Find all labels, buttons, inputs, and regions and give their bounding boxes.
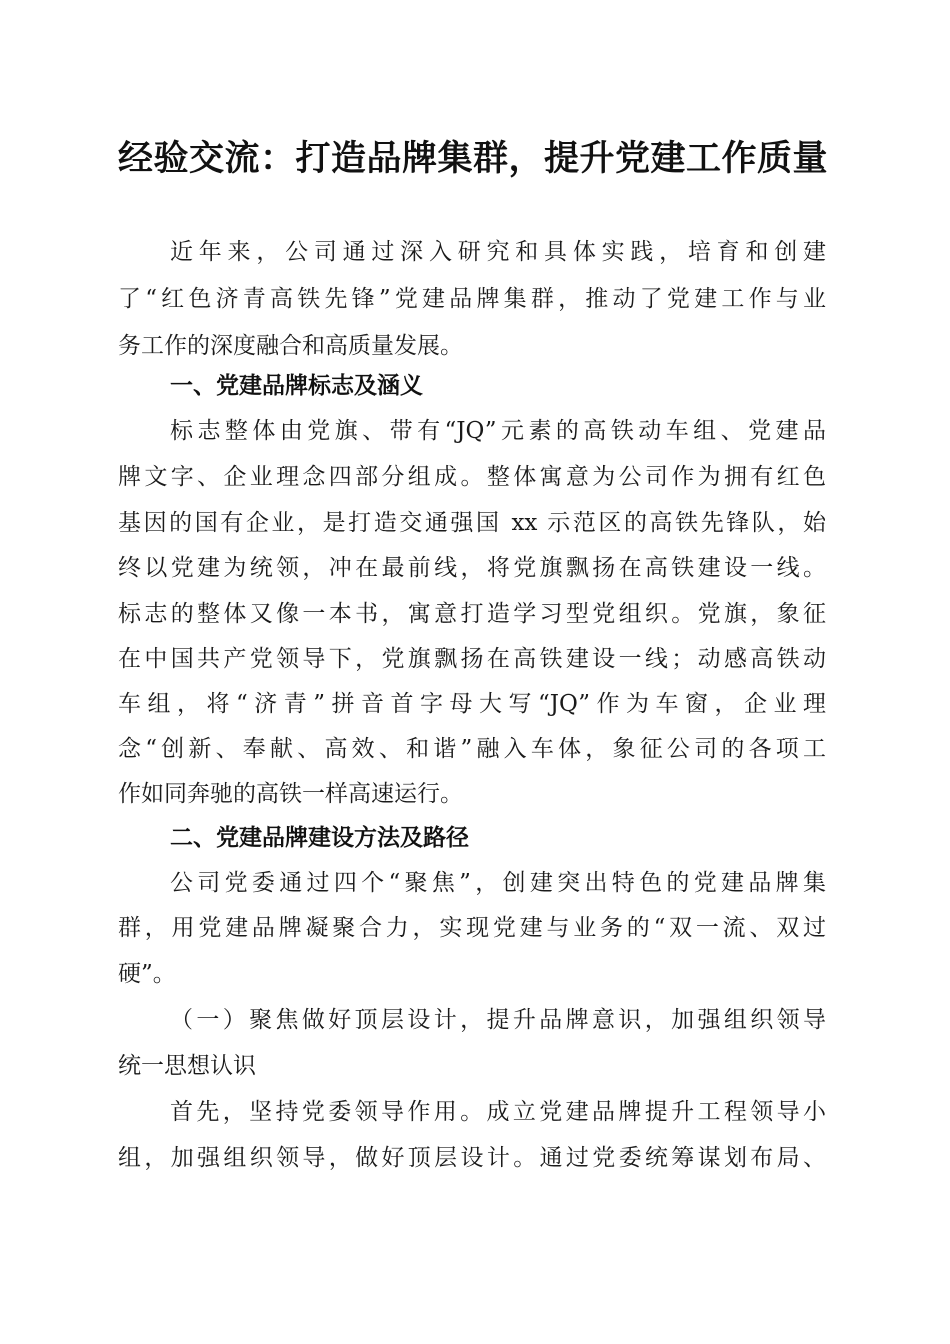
paragraph-leadership-line-1: 首先，坚持党委领导作用。成立党建品牌提升工程领导小 — [170, 1099, 826, 1125]
paragraph-logo-line-9: 作如同奔驰的高铁一样高速运行。 — [118, 781, 463, 807]
paragraph-logo-line-8: 念“创新、奉献、高效、和谐”融入车体，象征公司的各项工 — [118, 736, 826, 762]
paragraph-method-line-2: 群，用党建品牌凝聚合力，实现党建与业务的“双一流、双过 — [118, 915, 826, 941]
subsection-heading-1-line-1: （一）聚焦做好顶层设计，提升品牌意识，加强组织领导 — [170, 1007, 826, 1033]
paragraph-logo-line-1: 标志整体由党旗、带有“JQ”元素的高铁动车组、党建品 — [170, 418, 826, 444]
paragraph-logo-line-2: 牌文字、企业理念四部分组成。整体寓意为公司作为拥有红色 — [118, 464, 826, 490]
section-heading-1: 一、党建品牌标志及涵义 — [170, 373, 423, 399]
section-heading-2: 二、党建品牌建设方法及路径 — [170, 825, 469, 851]
paragraph-logo-line-3: 基因的国有企业，是打造交通强国 xx 示范区的高铁先锋队，始 — [118, 510, 826, 536]
document-title: 经验交流：打造品牌集群，提升党建工作质量 — [118, 138, 829, 179]
paragraph-logo-line-4: 终以党建为统领，冲在最前线，将党旗飘扬在高铁建设一线。 — [118, 555, 826, 581]
paragraph-intro-line-1: 近年来，公司通过深入研究和具体实践，培育和创建 — [170, 239, 826, 265]
paragraph-leadership-line-2: 组，加强组织领导，做好顶层设计。通过党委统筹谋划布局、 — [118, 1145, 826, 1171]
paragraph-method-line-3: 硬”。 — [118, 961, 176, 987]
paragraph-method-line-1: 公司党委通过四个“聚焦”，创建突出特色的党建品牌集 — [170, 870, 826, 896]
paragraph-logo-line-7: 车组，将“济青”拼音首字母大写“JQ”作为车窗，企业理 — [118, 691, 826, 717]
paragraph-intro-line-2: 了“红色济青高铁先锋”党建品牌集群，推动了党建工作与业 — [118, 286, 826, 312]
paragraph-intro-line-3: 务工作的深度融合和高质量发展。 — [118, 333, 463, 359]
paragraph-logo-line-5: 标志的整体又像一本书，寓意打造学习型党组织。党旗，象征 — [118, 601, 826, 627]
subsection-heading-1-line-2: 统一思想认识 — [118, 1053, 256, 1079]
paragraph-logo-line-6: 在中国共产党领导下，党旗飘扬在高铁建设一线；动感高铁动 — [118, 646, 826, 672]
